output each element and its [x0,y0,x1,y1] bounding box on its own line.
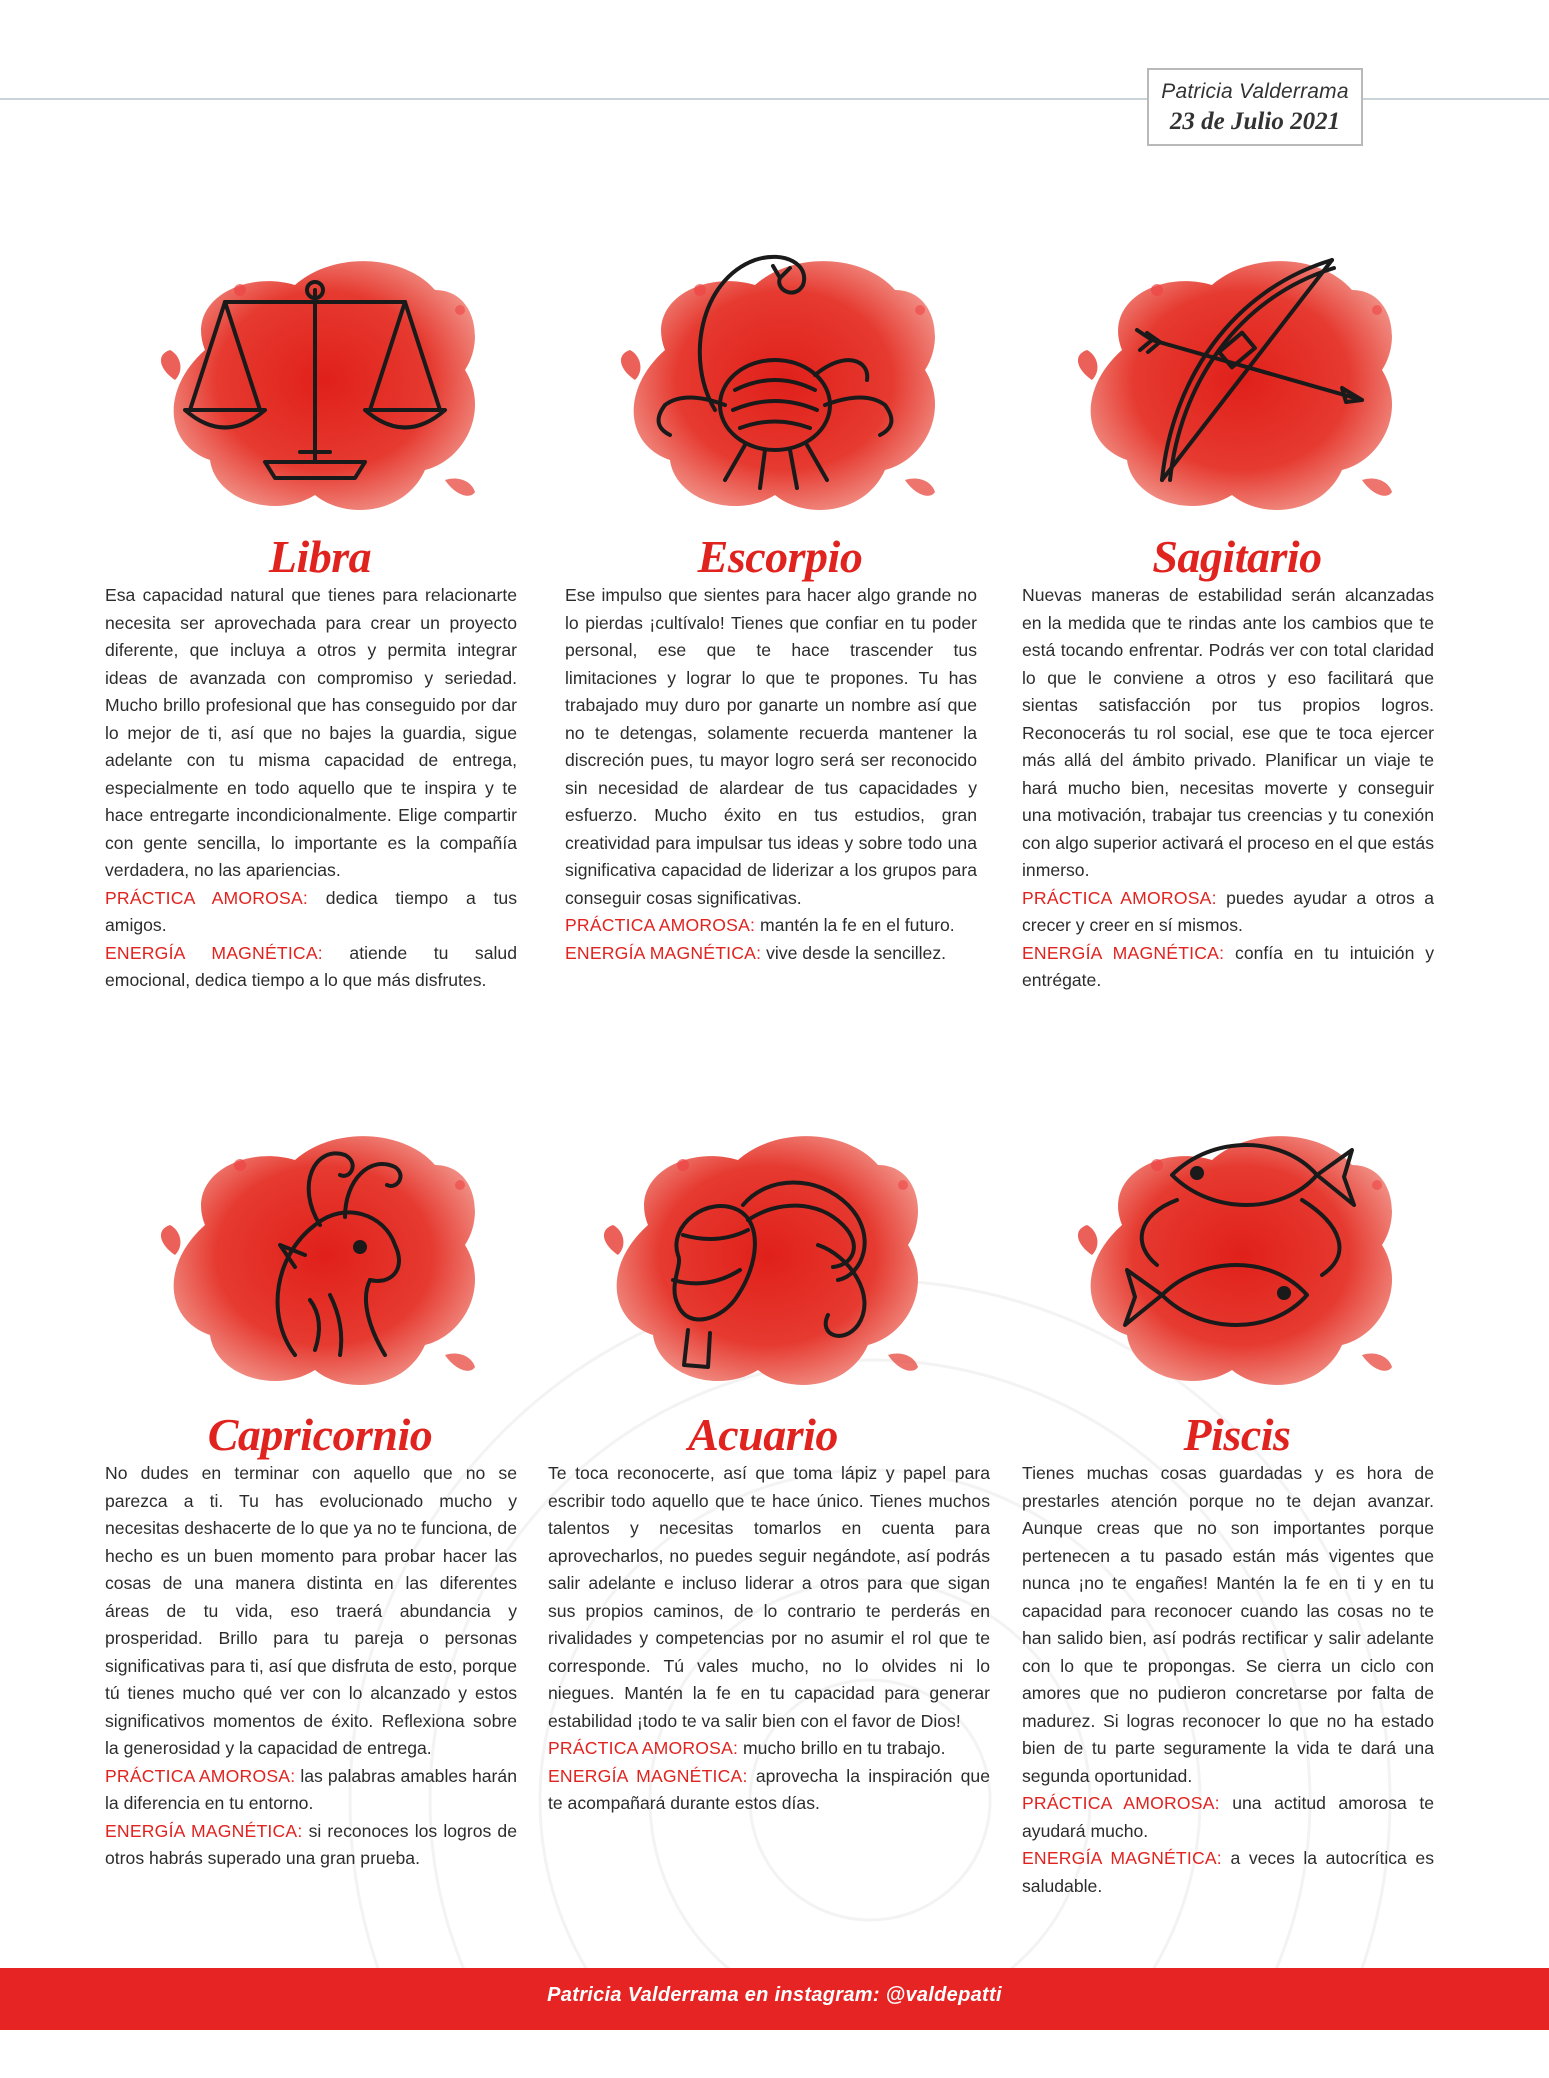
header-byline-box [1147,68,1363,146]
love-advice [548,1735,990,1763]
instagram-credit[interactable]: Patricia Valderrama en instagram: @valdepatti [547,1984,1002,2006]
sign-title-escorpio: Escorpio [697,531,863,582]
energy-advice-text: si reconoces los logros de otros habrás superado una gran prueba. [105,1820,517,1868]
sign-title-capricornio: Capricornio [207,1409,433,1460]
energy-label: ENERGÍA MAGNÉTICA: [548,1765,748,1786]
sign-text-escorpio [565,582,977,967]
sign-title-acuario: Acuario [688,1409,838,1460]
piscis-artwork [1062,1105,1402,1395]
love-label: PRÁCTICA AMOROSA: [548,1738,739,1758]
horoscope-paragraph: Te toca reconocerte, así que toma lápiz y papel para escribir todo aquello que te hace único. Tienes muchos talentos y necesitas tomarlos en cuenta para aprovecharlos, no puedes seguir negándote, así podrás salir adelante e incluso liderar a otros para que sigan sus propios caminos, de lo contrario te perderás en rivalidades y competencias por no asumir el rol que te corresponde. Tú vales mucho, no lo olvides ni lo niegues. Mantén la fe en tu capacidad para generar estabilidad ¡todo te va salir bien con el favor de Dios! [548,1463,990,1731]
energy-advice-text: a veces la autocrítica es saludable. [1022,1848,1435,1896]
publication-date: 23 de Julio 2021 [1169,108,1341,135]
footer-bar [0,1968,1549,2030]
horoscope-paragraph: Ese impulso que sientes para hacer algo grande no lo pierdas ¡cultívalo! Tienes que confiar en tu poder personal, ese que te hace trascender tus limitaciones y lograr lo que te propones. Tu has trabajado muy duro por ganarte un nombre así que no te detengas, solamente recuerda mantener la discreción pues, tu mayor logro será ser reconocido sin necesidad de alardear de tus capacidades y esfuerzo. Mucho éxito en tus estudios, gran creatividad para impulsar tus ideas y sobre todo una significativa capacidad de liderizar a los grupos para conseguir cosas significativas. [565,585,977,908]
energy-label: ENERGÍA MAGNÉTICA: [105,1820,303,1841]
energy-advice [548,1763,990,1818]
energy-advice [105,1818,517,1873]
sagitario-artwork [1062,230,1402,520]
energy-advice [1022,1845,1434,1900]
energy-label: ENERGÍA MAGNÉTICA: [105,942,323,963]
love-label: PRÁCTICA AMOROSA: [105,1765,296,1786]
sign-text-acuario [548,1460,990,1818]
love-advice-text: una actitud amorosa te ayudará mucho. [1022,1793,1435,1841]
love-advice [1022,1790,1434,1845]
horoscope-paragraph: No dudes en terminar con aquello que no se parezca a ti. Tu has evolucionado mucho y necesitas deshacerte de lo que ya no te funciona, de hecho es un buen momento para probar hacer las cosas de una manera distinta en las diferentes áreas de tu vida, eso traerá abundancia y prosperidad. Brillo para tu pareja o personas significativas para ti, así que disfruta de esto, porque tú tienes mucho qué ver con lo alcanzado y estos significativos momentos de éxito. Reflexiona sobre la generosidad y la capacidad de entrega. [105,1463,517,1758]
sign-title-libra: Libra [268,531,372,582]
capricornio-artwork [145,1105,485,1395]
author-name: Patricia Valderrama [1161,80,1349,103]
energy-label: ENERGÍA MAGNÉTICA: [565,942,762,963]
energy-advice-text: confía en tu intuición y entrégate. [1022,942,1435,990]
energy-label: ENERGÍA MAGNÉTICA: [1022,1848,1222,1868]
love-advice [105,885,517,940]
love-advice [565,912,977,940]
sign-text-libra [105,582,517,995]
horoscope-paragraph: Esa capacidad natural que tienes para relacionarte necesita ser aprovechada para crear un proyecto diferente, que incluya a otros y permita integrar ideas de avanzada con compromiso y seriedad. Mucho brillo profesional que has conseguido por dar lo mejor de ti, así que no bajes la guardia, sigue adelante con tu misma capacidad de entrega, especialmente en todo aquello que te inspira y te hace entregarte incondicionalmente. Elige compartir con gente sencilla, lo importante es la compañía verdadera, no las apariencias. [105,585,517,880]
sign-text-capricornio [105,1460,517,1873]
escorpio-artwork [605,230,945,520]
love-advice [105,1763,517,1818]
love-label: PRÁCTICA AMOROSA: [565,915,756,935]
energy-advice-text: atiende tu salud emocional, dedica tiempo a lo que más disfrutes. [105,942,517,990]
sign-title-piscis: Piscis [1183,1409,1291,1460]
love-label: PRÁCTICA AMOROSA: [1022,887,1217,908]
love-advice-text: dedica tiempo a tus amigos. [105,887,518,935]
sign-title-sagitario: Sagitario [1152,531,1322,582]
sign-text-piscis [1022,1460,1434,1900]
horoscope-paragraph: Nuevas maneras de estabilidad serán alcanzadas en la medida que te rindas ante los cambios que te está tocando enfrentar. Podrás ver con total claridad lo que le conviene a otros y eso facilitará que sientas satisfacción por tus propios logros. Reconocerás tu rol social, ese que te toca ejercer más allá del ámbito privado. Planificar un viaje te hará mucho bien, necesitas moverte y conseguir una motivación, trabajar tus creencias y tu conexión con algo superior activará el proceso en el que estás inmerso. [1022,585,1434,880]
sign-text-sagitario [1022,582,1434,995]
love-label: PRÁCTICA AMOROSA: [1022,1793,1220,1813]
love-advice-text: puedes ayudar a otros a crecer y creer en sí mismos. [1022,887,1434,935]
love-advice-text: las palabras amables harán la diferencia en tu entorno. [105,1765,517,1813]
energy-advice [565,940,977,968]
energy-advice-text: vive desde la sencillez. [766,942,947,963]
love-advice [1022,885,1434,940]
energy-advice [105,940,517,995]
love-advice-text: mucho brillo en tu trabajo. [743,1738,946,1758]
energy-label: ENERGÍA MAGNÉTICA: [1022,942,1225,963]
libra-artwork [145,230,485,520]
energy-advice-text: aprovecha la inspiración que te acompañará durante estos días. [548,1765,990,1813]
horoscope-paragraph: Tienes muchas cosas guardadas y es hora de prestarles atención porque no te dejan avanzar. Aunque creas que no son importantes porque pertenecen a tu pasado están más vigentes que nunca ¡no te engañes! Mantén la fe en ti y en tu capacidad para reconocer cuando las cosas no te han salido bien, así podrás rectificar y salir adelante con lo que te propongas. Se cierra un ciclo con amores que no pudieron concretarse por falta de madurez. Si logras reconocer lo que no ha estado bien de tu parte seguramente la vida te dará una segunda oportunidad. [1022,1463,1434,1786]
love-advice-text: mantén la fe en el futuro. [760,915,955,935]
love-label: PRÁCTICA AMOROSA: [105,887,309,908]
energy-advice [1022,940,1434,995]
acuario-artwork [588,1105,928,1395]
